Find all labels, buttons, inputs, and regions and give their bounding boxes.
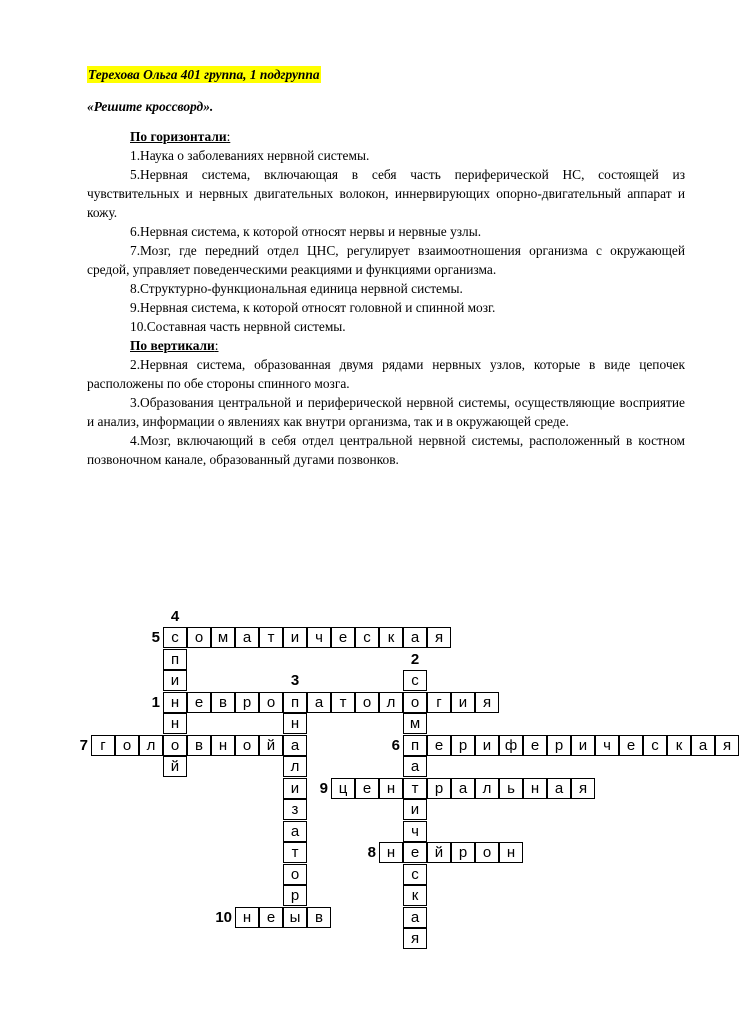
crossword-cell[interactable]: л	[475, 778, 499, 799]
crossword-cell[interactable]: о	[355, 692, 379, 713]
crossword-cell[interactable]: й	[259, 735, 283, 756]
crossword-cell[interactable]: г	[427, 692, 451, 713]
crossword-cell[interactable]: л	[139, 735, 163, 756]
clue-number-4: 4	[170, 607, 180, 625]
crossword-cell[interactable]: я	[427, 627, 451, 648]
crossword-cell[interactable]: р	[427, 778, 451, 799]
crossword-cell[interactable]: я	[403, 928, 427, 949]
clue-across-5: 5.Нервная система, включающая в себя часть периферической НС, состоящей из чувствительных и нервных двигательных волокон, иннервирующих опорно-двигательный аппарат и кожу.	[87, 167, 685, 220]
crossword-cell[interactable]: о	[283, 864, 307, 885]
clue-number-7: 7	[79, 736, 88, 754]
crossword-cell[interactable]: и	[283, 778, 307, 799]
crossword-cell[interactable]: и	[451, 692, 475, 713]
crossword-cell[interactable]: р	[451, 735, 475, 756]
crossword-cell[interactable]: м	[211, 627, 235, 648]
crossword-cell[interactable]: н	[235, 907, 259, 928]
crossword-cell[interactable]: о	[403, 692, 427, 713]
crossword-cell[interactable]: а	[691, 735, 715, 756]
author-line: Терехова Ольга 401 группа, 1 подгруппа	[88, 67, 320, 82]
crossword-cell[interactable]: т	[331, 692, 355, 713]
crossword-cell[interactable]: л	[283, 756, 307, 777]
crossword-cell[interactable]: й	[427, 842, 451, 863]
crossword-cell[interactable]: ч	[307, 627, 331, 648]
crossword-cell[interactable]: е	[619, 735, 643, 756]
crossword-cell[interactable]: в	[187, 735, 211, 756]
crossword-cell[interactable]: н	[163, 713, 187, 734]
crossword-cell[interactable]: ц	[331, 778, 355, 799]
crossword-cell[interactable]: н	[379, 778, 403, 799]
crossword-cell[interactable]: р	[283, 885, 307, 906]
crossword-cell[interactable]: и	[403, 799, 427, 820]
crossword-cell[interactable]: с	[403, 864, 427, 885]
clue-across-1: 1.Наука о заболеваниях нервной системы.	[130, 148, 370, 163]
crossword-cell[interactable]: ч	[403, 821, 427, 842]
crossword-cell[interactable]: и	[571, 735, 595, 756]
crossword-cell[interactable]: а	[403, 756, 427, 777]
crossword-cell[interactable]: р	[547, 735, 571, 756]
clue-number-5: 5	[151, 629, 160, 646]
down-heading: По вертикали:	[130, 338, 219, 353]
crossword-cell[interactable]: о	[259, 692, 283, 713]
clue-across-9: 9.Нервная система, к которой относят головной и спинной мозг.	[130, 300, 496, 315]
crossword-cell[interactable]: а	[547, 778, 571, 799]
crossword-cell[interactable]: ч	[595, 735, 619, 756]
crossword-cell[interactable]: к	[403, 885, 427, 906]
clue-down-4: 4.Мозг, включающий в себя отдел центральной нервной системы, расположенный в костном позвоночном канале, образованный дугами позвонков.	[87, 433, 685, 467]
clue-number-6: 6	[391, 736, 400, 754]
crossword-cell[interactable]: т	[403, 778, 427, 799]
crossword-cell[interactable]: е	[259, 907, 283, 928]
crossword-cell[interactable]: ы	[283, 907, 307, 928]
crossword-cell[interactable]: н	[163, 692, 187, 713]
crossword-cell[interactable]: в	[307, 907, 331, 928]
crossword-cell[interactable]: а	[283, 821, 307, 842]
crossword-cell[interactable]: з	[283, 799, 307, 820]
crossword-cell[interactable]: о	[187, 627, 211, 648]
crossword-cell[interactable]: р	[235, 692, 259, 713]
crossword-cell[interactable]: н	[283, 713, 307, 734]
crossword-cell[interactable]: к	[379, 627, 403, 648]
crossword-cell[interactable]: е	[331, 627, 355, 648]
crossword-cell[interactable]: е	[355, 778, 379, 799]
crossword-cell[interactable]: е	[187, 692, 211, 713]
clue-number-2: 2	[410, 650, 420, 668]
crossword-cell[interactable]: и	[475, 735, 499, 756]
crossword-cell[interactable]: ф	[499, 735, 523, 756]
crossword-cell[interactable]: н	[499, 842, 523, 863]
crossword-cell[interactable]: е	[427, 735, 451, 756]
crossword-cell[interactable]: а	[403, 907, 427, 928]
clue-across-10: 10.Составная часть нервной системы.	[130, 319, 346, 334]
crossword-cell[interactable]: н	[379, 842, 403, 863]
crossword-cell[interactable]: т	[283, 842, 307, 863]
crossword-cell[interactable]: я	[715, 735, 739, 756]
crossword-cell[interactable]: м	[403, 713, 427, 734]
crossword-cell[interactable]: с	[403, 670, 427, 691]
clue-number-1: 1	[151, 693, 160, 711]
clue-across-6: 6.Нервная система, к которой относят нервы и нервные узлы.	[130, 224, 482, 239]
crossword-cell[interactable]: с	[643, 735, 667, 756]
clue-across-7: 7.Мозг, где передний отдел ЦНС, регулирует взаимоотношения организма с окружающей средой, управляет поведенческими реакциями и функциями организма.	[87, 243, 685, 277]
crossword-cell[interactable]: й	[163, 756, 187, 777]
crossword-cell[interactable]: о	[115, 735, 139, 756]
clue-number-3: 3	[290, 672, 300, 689]
crossword-cell[interactable]: с	[355, 627, 379, 648]
clue-down-2: 2.Нервная система, образованная двумя рядами нервных узлов, которые в виде цепочек расположены по обе стороны спинного мозга.	[87, 357, 685, 391]
crossword-cell[interactable]: с	[163, 627, 187, 648]
clue-number-10: 10	[215, 908, 232, 926]
crossword-cell[interactable]: е	[523, 735, 547, 756]
crossword-cell[interactable]: о	[163, 735, 187, 756]
crossword-cell[interactable]: р	[451, 842, 475, 863]
across-heading: По горизонтали:	[130, 129, 231, 144]
crossword-cell[interactable]: а	[235, 627, 259, 648]
crossword-cell[interactable]: п	[163, 649, 187, 670]
crossword-cell[interactable]: ь	[499, 778, 523, 799]
crossword-cell[interactable]: п	[403, 735, 427, 756]
clue-across-8: 8.Структурно-функциональная единица нервной системы.	[130, 281, 463, 296]
task-title: «Решите кроссворд».	[87, 99, 214, 114]
crossword-cell[interactable]: а	[451, 778, 475, 799]
crossword-cell[interactable]: н	[211, 735, 235, 756]
crossword-cell[interactable]: л	[379, 692, 403, 713]
crossword-cell[interactable]: п	[283, 692, 307, 713]
crossword-cell[interactable]: н	[523, 778, 547, 799]
crossword-cell[interactable]: к	[667, 735, 691, 756]
crossword-cell[interactable]: я	[571, 778, 595, 799]
crossword-cell[interactable]: т	[259, 627, 283, 648]
clue-down-3: 3.Образования центральной и периферической нервной системы, осуществляющие восприятие и анализ, информации о явлениях как внутри организма, так и в окружающей среде.	[87, 395, 685, 429]
crossword-cell[interactable]: е	[403, 842, 427, 863]
crossword-cell[interactable]: и	[283, 627, 307, 648]
crossword-cell[interactable]: в	[211, 692, 235, 713]
crossword-cell[interactable]: я	[475, 692, 499, 713]
crossword-cell[interactable]: и	[163, 670, 187, 691]
clue-number-9: 9	[319, 779, 328, 797]
crossword-cell[interactable]: а	[403, 627, 427, 648]
crossword-cell[interactable]: г	[91, 735, 115, 756]
crossword-cell[interactable]: а	[307, 692, 331, 713]
crossword-cell[interactable]: о	[475, 842, 499, 863]
crossword-cell[interactable]: о	[235, 735, 259, 756]
clue-number-8: 8	[367, 844, 376, 861]
crossword-cell[interactable]: а	[283, 735, 307, 756]
